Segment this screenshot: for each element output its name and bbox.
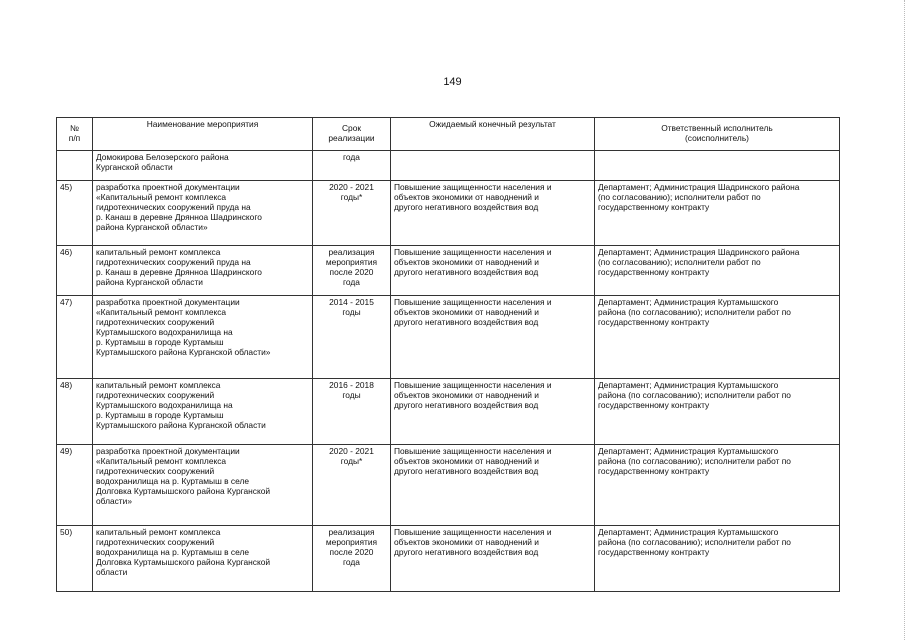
cell-responsible: Департамент; Администрация Шадринского района (по согласованию); исполнители работ по государственному контракту [595, 181, 840, 246]
table-row [57, 296, 840, 379]
measures-table [56, 117, 840, 592]
cell-result: Повышение защищенности населения и объектов экономики от наводнений и другого негативного воздействия вод [391, 445, 595, 526]
page-number: 149 [443, 76, 462, 88]
cell-number: 48) [57, 379, 93, 445]
table-row [57, 379, 840, 445]
table-row [57, 526, 840, 592]
cell-responsible: Департамент; Администрация Куртамышского района (по согласованию); исполнители работ по государственному контракту [595, 296, 840, 379]
cell-number: 45) [57, 181, 93, 246]
cell-term: года [313, 151, 391, 181]
cell-name: Домокирова Белозерского района Курганской области [93, 151, 313, 181]
cell-name: капитальный ремонт комплекса гидротехнических сооружений Куртамышского водохранилища на р. Куртамыш в городе Куртамыш Куртамышского района Курганской области [93, 379, 313, 445]
cell-number: 46) [57, 246, 93, 296]
continuation-row [57, 151, 840, 181]
cell-term: 2020 - 2021 годы* [313, 181, 391, 246]
cell-number: 50) [57, 526, 93, 592]
col-header-name: Наименование мероприятия [93, 118, 313, 151]
cell-term: реализация мероприятия после 2020 года [313, 526, 391, 592]
col-header-responsible: Ответственный исполнитель (соисполнитель) [595, 118, 840, 151]
cell-name: разработка проектной документации «Капитальный ремонт комплекса гидротехнических сооружений пруда на р. Канаш в деревне Дрянноа Шадринского района Курганской области» [93, 181, 313, 246]
cell-number [57, 151, 93, 181]
cell-result: Повышение защищенности населения и объектов экономики от наводнений и другого негативного воздействия вод [391, 526, 595, 592]
table-header-row [57, 118, 840, 151]
cell-name: разработка проектной документации «Капитальный ремонт комплекса гидротехнических сооружений водохранилища на р. Куртамыш в селе Долговка Куртамышского района Курганской области» [93, 445, 313, 526]
cell-name: капитальный ремонт комплекса гидротехнических сооружений пруда на р. Канаш в деревне Дрянноа Шадринского района Курганской области [93, 246, 313, 296]
cell-number: 47) [57, 296, 93, 379]
cell-responsible [595, 151, 840, 181]
cell-responsible: Департамент; Администрация Куртамышского района (по согласованию); исполнители работ по государственному контракту [595, 445, 840, 526]
cell-name: капитальный ремонт комплекса гидротехнических сооружений водохранилища на р. Куртамыш в селе Долговка Куртамышского района Курганской области [93, 526, 313, 592]
cell-result: Повышение защищенности населения и объектов экономики от наводнений и другого негативного воздействия вод [391, 379, 595, 445]
col-header-result: Ожидаемый конечный результат [391, 118, 595, 151]
cell-result [391, 151, 595, 181]
cell-result: Повышение защищенности населения и объектов экономики от наводнений и другого негативного воздействия вод [391, 181, 595, 246]
table-row [57, 181, 840, 246]
cell-term: реализация мероприятия после 2020 года [313, 246, 391, 296]
cell-term: 2014 - 2015 годы [313, 296, 391, 379]
cell-responsible: Департамент; Администрация Куртамышского района (по согласованию); исполнители работ по государственному контракту [595, 526, 840, 592]
cell-responsible: Департамент; Администрация Шадринского района (по согласованию); исполнители работ по государственному контракту [595, 246, 840, 296]
cell-responsible: Департамент; Администрация Куртамышского района (по согласованию); исполнители работ по государственному контракту [595, 379, 840, 445]
table-row [57, 445, 840, 526]
cell-term: 2020 - 2021 годы* [313, 445, 391, 526]
cell-result: Повышение защищенности населения и объектов экономики от наводнений и другого негативного воздействия вод [391, 296, 595, 379]
cell-name: разработка проектной документации «Капитальный ремонт комплекса гидротехнических сооружений Куртамышского водохранилища на р. Куртамыш в городе Куртамыш Куртамышского района Курганской области» [93, 296, 313, 379]
col-header-number: № п/п [57, 118, 93, 151]
col-header-term: Срок реализации [313, 118, 391, 151]
table-row [57, 246, 840, 296]
cell-number: 49) [57, 445, 93, 526]
cell-result: Повышение защищенности населения и объектов экономики от наводнений и другого негативного воздействия вод [391, 246, 595, 296]
cell-term: 2016 - 2018 годы [313, 379, 391, 445]
